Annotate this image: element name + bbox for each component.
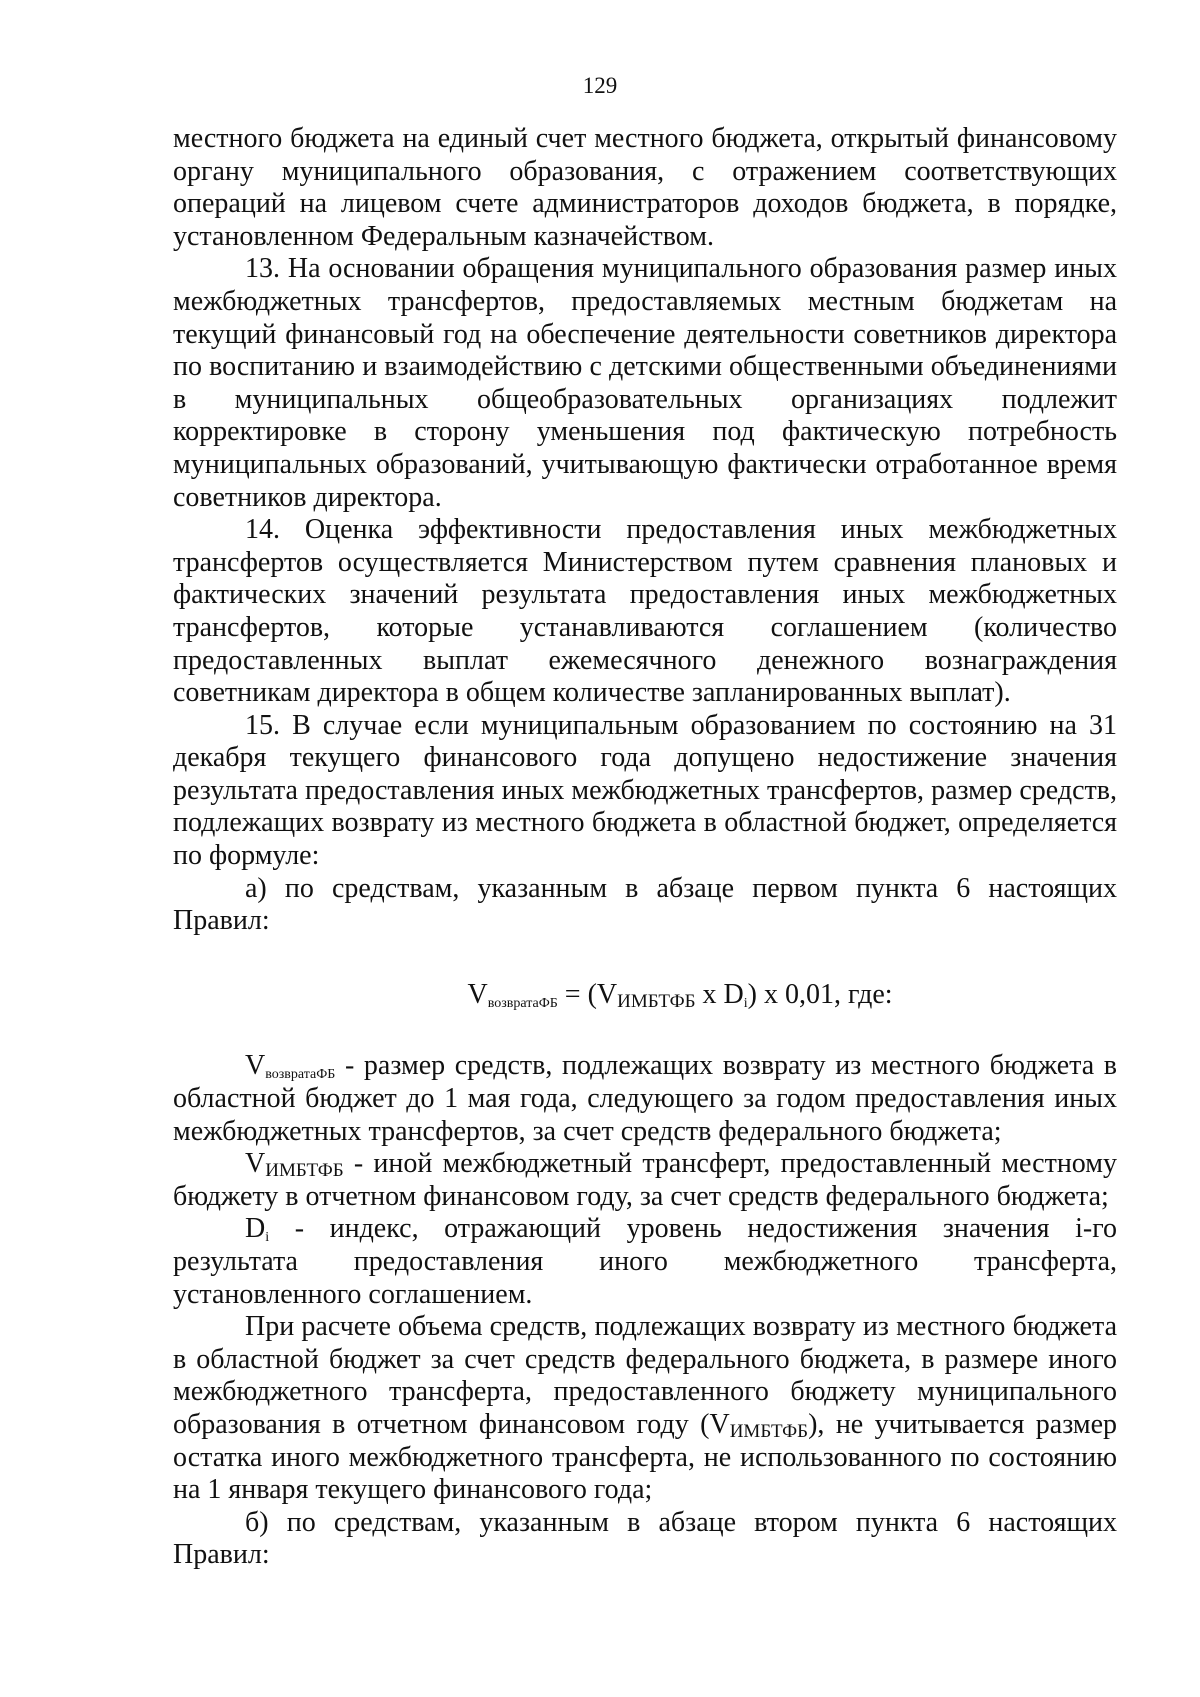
symbol-v-return: $V_{возвратаФБ}$: [245, 1050, 336, 1083]
definition-d-index: $D_i$ - индекс, отражающий уровень недостижения значения i-го результата предоставления иного межбюджетного трансферта, установленного соглашением.: [173, 1213, 1118, 1310]
paragraph-continuation: местного бюджета на единый счет местного бюджета, открытый финансовому органу муниципального образования, с отражением соответствующих операций на лицевом счете администраторов доходов бюджета, в порядке, установленном Федеральным казначейством.: [173, 123, 1117, 252]
symbol-v-imbt: $V_{ИМБТФБ}$: [245, 1148, 344, 1182]
definition-v-imbt: $V_{ИМБТФБ}$ - иной межбюджетный трансферт, предоставленный местному бюджету в отчетном финансовом году, за счет средств федерального бюджета;: [173, 1148, 1117, 1212]
formula-v-return: $V_{возвратаФБ}$: [467, 978, 558, 1011]
paragraph-calculation-note: При расчете объема средств, подлежащих возврату из местного бюджета в областной бюджет за счет средств федерального бюджета, в размере иного межбюджетного трансферта, предоставленного бюджету муниципального образования в отчетном финансовом году $(V_{ИМБТФБ})$, не учитывается размер остатка иного межбюджетного трансферта, не использованного по состоянию на 1 января текущего финансового года;: [173, 1311, 1117, 1506]
subparagraph-a: а) по средствам, указанным в абзаце первом пункта 6 настоящих Правил:: [173, 872, 1117, 937]
formula-v-imbt: $V_{ИМБТФБ}$: [596, 978, 696, 1012]
definition-v-return: $V_{возвратаФБ}$ - размер средств, подлежащих возврату из местного бюджета в областной бюджет до 1 мая года, следующего за годом предоставления иных межбюджетных трансфертов, за счет средств федерального бюджета;: [173, 1050, 1118, 1147]
paragraph-13: 13. На основании обращения муниципального образования размер иных межбюджетных трансфертов, предоставляемых местным бюджетам на текущий финансовый год на обеспечение деятельности советников директора по воспитанию и взаимодействию с детскими общественными объединениями в муниципальных общеобразовательных организациях подлежит корректировке в сторону уменьшения под фактическую потребность муниципальных образований, учитывающую фактически отработанное время советников директора.: [173, 253, 1117, 513]
document-body: [173, 123, 1117, 1572]
paragraph-14: 14. Оценка эффективности предоставления иных межбюджетных трансфертов осуществляется Министерством путем сравнения плановых и фактических значений результата предоставления иных межбюджетных трансфертов, которые устанавливаются соглашением (количество предоставленных выплат ежемесячного денежного вознаграждения советникам директора в общем количестве запланированных выплат).: [173, 514, 1117, 709]
subparagraph-b: б) по средствам, указанным в абзаце втором пункта 6 настоящих Правил:: [173, 1506, 1117, 1571]
symbol-v-imbt-inline: $V_{ИМБТФБ}$: [709, 1408, 809, 1442]
paragraph-15: 15. В случае если муниципальным образованием по состоянию на 31 декабря текущего финансового года допущено недостижение значения результата предоставления иных межбюджетных трансфертов, размер средств, подлежащих возврату из местного бюджета в областной бюджет, определяется по формуле:: [173, 709, 1117, 872]
symbol-d-i: $D_i$: [245, 1213, 270, 1246]
return-formula: $V_{возвратаФБ} = (V_{ИМБТФБ}$ x $D_i$) x 0,01, где:: [467, 978, 893, 1012]
page-number: 129: [582, 73, 618, 98]
